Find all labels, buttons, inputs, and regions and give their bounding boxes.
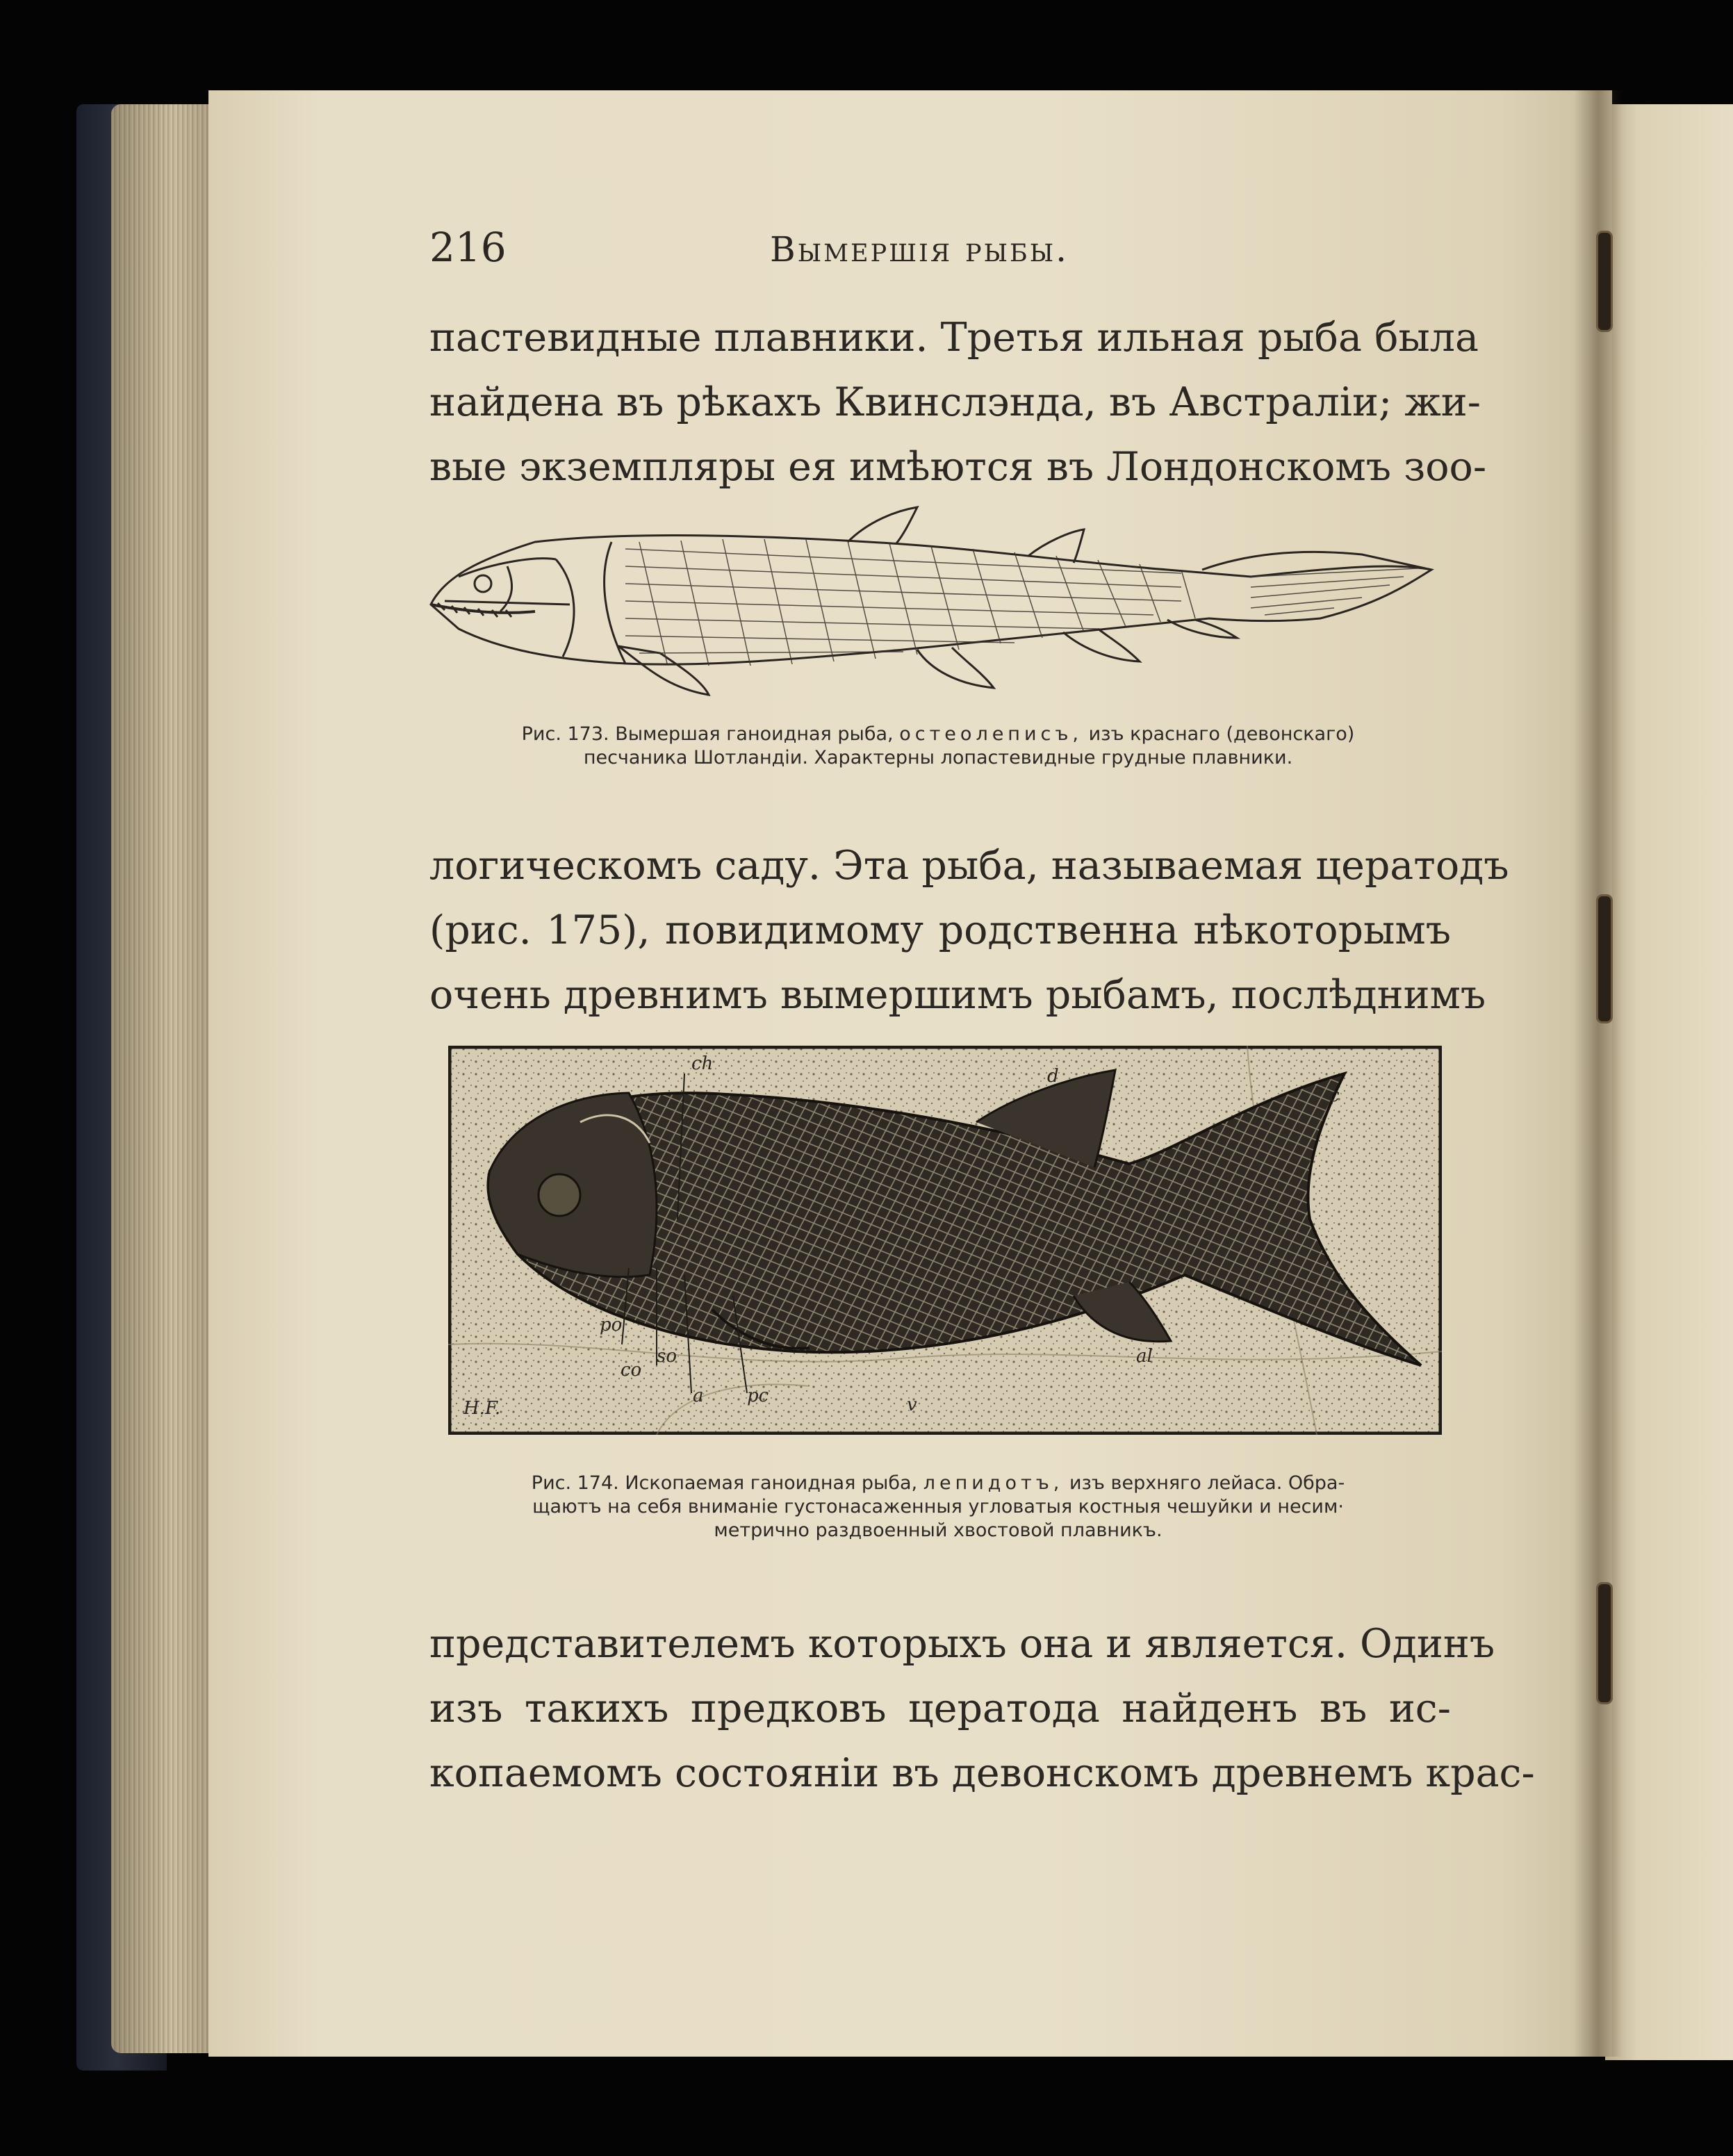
- text-line: выe экземпляры ея имѣются въ Лондонскомъ зоо-: [429, 444, 1487, 490]
- text-line: очень древнимъ вымершимъ рыбамъ, послѣднимъ: [429, 972, 1486, 1018]
- text-line: представителемъ которыхъ она и является. Одинъ: [429, 1621, 1495, 1667]
- annotation-c: c: [1329, 1085, 1340, 1106]
- binding-clasp-bottom: [1598, 1584, 1611, 1702]
- caption-line: песчаника Шотландiи. Характерны лопастевидные грудные плавники.: [583, 747, 1293, 768]
- figure-173-osteolepis: [417, 500, 1445, 709]
- paragraph-3: [429, 1612, 1535, 1806]
- text-line: пастевидные плавники. Третья ильная рыба была: [429, 315, 1479, 361]
- caption-line: [431, 723, 1445, 746]
- caption-line: [431, 1472, 1445, 1495]
- text-line: изъ такихъ предковъ цератода найденъ въ ис-: [429, 1686, 1451, 1731]
- annotation-v: v: [907, 1394, 917, 1415]
- species-name: лепидотъ,: [923, 1472, 1064, 1494]
- species-name: остеолеписъ,: [899, 723, 1083, 745]
- figure-173-caption: [431, 723, 1445, 770]
- binding-clasp-top: [1598, 233, 1611, 330]
- page-number: 216: [429, 224, 507, 271]
- page-edges-shade: [111, 104, 215, 2053]
- engraver-signature: H.F.: [463, 1398, 501, 1419]
- caption-text: изъ верхняго лейаса. Обра-: [1069, 1472, 1345, 1494]
- annotation-a: a: [693, 1385, 704, 1406]
- page-header: [429, 224, 1444, 279]
- caption-line: щаютъ на себя вниманiе густонасаженныя угловатыя костныя чешуйки и несим·: [532, 1496, 1344, 1517]
- figure-174-caption: [431, 1472, 1445, 1542]
- caption-line: метрично раздвоенный хвостовой плавникъ.: [714, 1520, 1163, 1541]
- text-line: найдена въ рѣкахъ Квинслэнда, въ Австралiи; жи-: [429, 379, 1481, 425]
- page-gutter: [1574, 90, 1623, 2057]
- figure-174-lepidotus: [448, 1046, 1442, 1435]
- annotation-pc: pc: [747, 1385, 769, 1406]
- paragraph-1: [429, 306, 1487, 500]
- text-line: логическомъ саду. Эта рыба, называемая цератодъ: [429, 843, 1509, 889]
- figure-label: Рис. 174.: [531, 1472, 619, 1494]
- caption-text: Вымершая ганоидная рыба,: [615, 723, 894, 745]
- annotation-po: po: [600, 1315, 623, 1335]
- figure-label: Рис. 173.: [521, 723, 609, 745]
- annotation-so: so: [657, 1346, 677, 1367]
- binding-clasp-middle: [1598, 896, 1611, 1021]
- text-line: (рис. 175), повидимому родственна нѣкоторымъ: [429, 907, 1451, 953]
- annotation-d: d: [1047, 1066, 1059, 1087]
- running-title: Вымершiя рыбы.: [770, 229, 1069, 270]
- facing-page: [1605, 104, 1733, 2060]
- caption-text: Ископаемая ганоидная рыба,: [625, 1472, 918, 1494]
- text-line: копаемомъ состоянiи въ девонскомъ древнемъ крас-: [429, 1750, 1535, 1796]
- paragraph-2: [429, 834, 1509, 1028]
- annotation-ch: ch: [691, 1053, 714, 1074]
- annotation-co: co: [621, 1360, 642, 1381]
- caption-text: изъ краснаго (девонскаго): [1088, 723, 1355, 745]
- annotation-al: al: [1136, 1346, 1153, 1367]
